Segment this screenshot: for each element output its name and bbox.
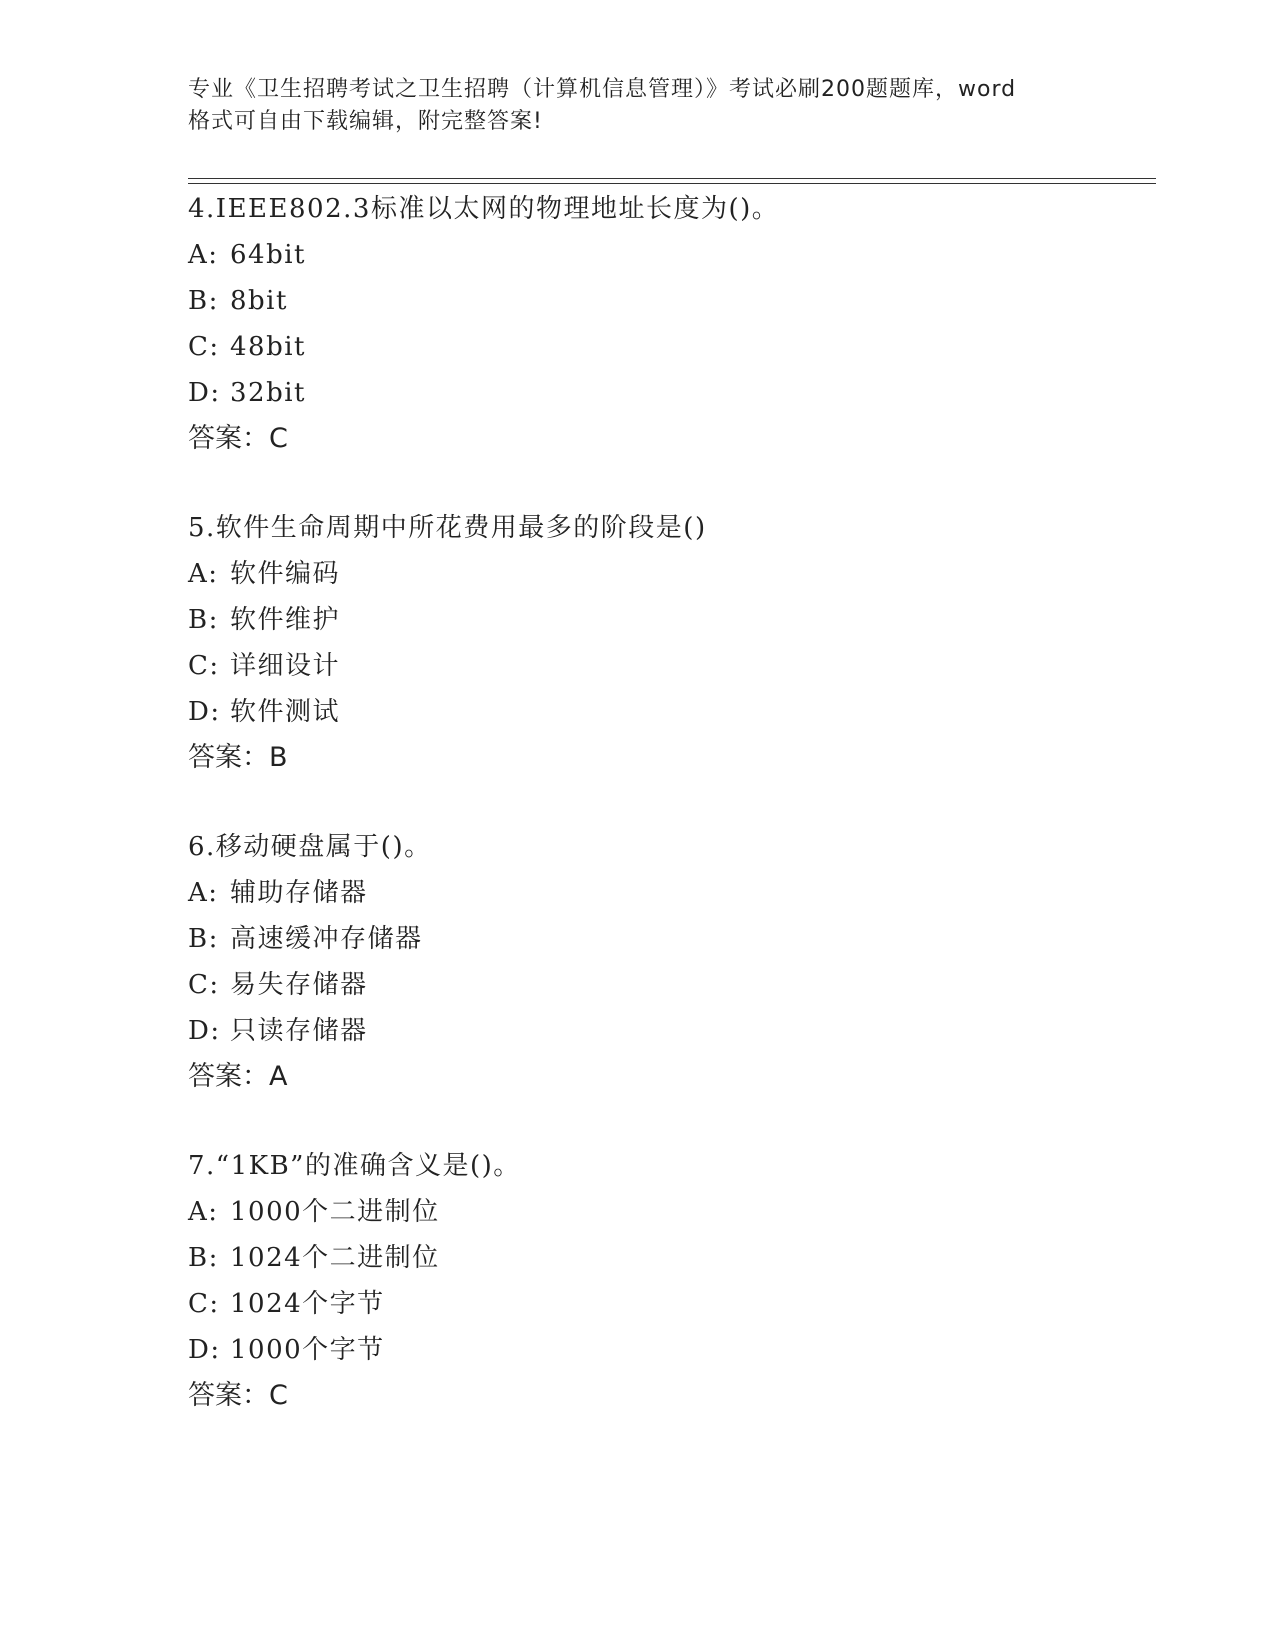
option-key: D:	[188, 1335, 221, 1365]
answer-label: 答案：	[188, 742, 269, 773]
option-key: A:	[188, 878, 219, 908]
answer-value: A	[269, 1061, 288, 1092]
option-text: 48bit	[230, 332, 306, 362]
option-key: A:	[188, 1197, 219, 1227]
option-d	[188, 1327, 1148, 1373]
option-key: C:	[188, 651, 220, 681]
option-d	[188, 1008, 1148, 1054]
option-key: D:	[188, 378, 221, 408]
option-key: D:	[188, 697, 221, 727]
option-key: C:	[188, 1289, 220, 1319]
option-text: 辅助存储器	[230, 878, 368, 908]
option-text: 1000个字节	[230, 1335, 385, 1365]
header-line-1: 专业《卫生招聘考试之卫生招聘（计算机信息管理）》考试必刷200题题库，word	[188, 77, 1017, 102]
option-b	[188, 916, 1148, 962]
option-text: 1024个字节	[230, 1289, 385, 1319]
header-line-2: 格式可自由下载编辑，附完整答案!	[188, 109, 543, 134]
option-b	[188, 278, 1148, 324]
option-key: A:	[188, 240, 219, 270]
option-text: 软件编码	[230, 559, 341, 589]
answer-line	[188, 1054, 1148, 1100]
header-divider-bottom	[188, 183, 1156, 184]
option-key: B:	[188, 924, 219, 954]
question-7	[188, 1143, 1148, 1419]
question-4	[188, 186, 1148, 462]
option-text: 只读存储器	[230, 1016, 368, 1046]
question-5	[188, 505, 1148, 781]
option-text: 8bit	[230, 286, 288, 316]
answer-value: B	[269, 742, 288, 773]
option-text: 软件维护	[230, 605, 341, 635]
option-c	[188, 324, 1148, 370]
question-stem: 6.移动硬盘属于()。	[188, 832, 432, 862]
option-key: D:	[188, 1016, 221, 1046]
option-text: 软件测试	[230, 697, 341, 727]
answer-line	[188, 735, 1148, 781]
question-stem: 5.软件生命周期中所花费用最多的阶段是()	[188, 513, 707, 543]
option-key: B:	[188, 1243, 219, 1273]
option-c	[188, 962, 1148, 1008]
option-c	[188, 1281, 1148, 1327]
option-key: C:	[188, 332, 220, 362]
option-text: 详细设计	[230, 651, 341, 681]
option-d	[188, 370, 1148, 416]
option-text: 高速缓冲存储器	[230, 924, 423, 954]
option-key: B:	[188, 605, 219, 635]
option-text: 1024个二进制位	[230, 1243, 440, 1273]
answer-value: C	[269, 1380, 288, 1411]
option-b	[188, 597, 1148, 643]
option-text: 64bit	[230, 240, 306, 270]
question-stem: 4.IEEE802.3标准以太网的物理地址长度为()。	[188, 194, 780, 224]
option-text: 易失存储器	[230, 970, 368, 1000]
option-c	[188, 643, 1148, 689]
option-key: A:	[188, 559, 219, 589]
answer-label: 答案：	[188, 423, 269, 454]
option-a	[188, 1189, 1148, 1235]
header-divider-top	[188, 178, 1156, 179]
question-stem: 7.“1KB”的准确含义是()。	[188, 1151, 521, 1181]
answer-line	[188, 1373, 1148, 1419]
document-header	[188, 74, 1088, 138]
option-text: 1000个二进制位	[230, 1197, 440, 1227]
option-a	[188, 551, 1148, 597]
option-b	[188, 1235, 1148, 1281]
option-a	[188, 232, 1148, 278]
option-d	[188, 689, 1148, 735]
answer-label: 答案：	[188, 1380, 269, 1411]
option-a	[188, 870, 1148, 916]
answer-value: C	[269, 423, 288, 454]
question-6	[188, 824, 1148, 1100]
answer-label: 答案：	[188, 1061, 269, 1092]
option-key: B:	[188, 286, 219, 316]
answer-line	[188, 416, 1148, 462]
option-text: 32bit	[230, 378, 306, 408]
option-key: C:	[188, 970, 220, 1000]
